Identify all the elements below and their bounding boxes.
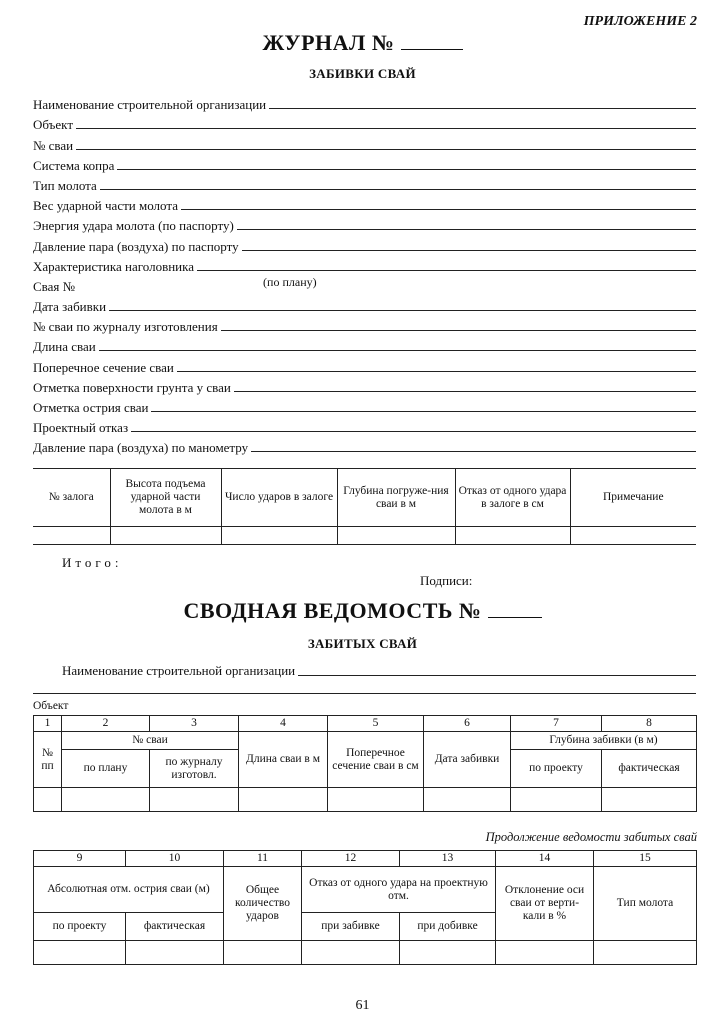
table-cell[interactable] xyxy=(570,527,696,545)
table-cell[interactable] xyxy=(455,527,570,545)
table-cell[interactable] xyxy=(511,788,602,812)
field-pile-plan xyxy=(33,274,696,294)
journal-subtitle: ЗАБИВКИ СВАЙ xyxy=(309,66,416,81)
field-input-line[interactable] xyxy=(237,228,696,230)
col-header-row-num: № пп xyxy=(34,732,62,788)
summary-org-label: Наименование строительной организации xyxy=(62,663,296,678)
col-number: 13 xyxy=(400,851,496,867)
col-number: 15 xyxy=(594,851,697,867)
field-object xyxy=(33,112,696,132)
table-cell[interactable] xyxy=(424,788,511,812)
col-number: 2 xyxy=(62,716,150,732)
field-helmet xyxy=(33,254,696,274)
journal-table-header-row xyxy=(33,469,696,527)
col-header-by-project: по проекту xyxy=(511,750,602,788)
table-cell[interactable] xyxy=(328,788,424,812)
field-manufacture-journal-no xyxy=(33,314,696,334)
col-header-date: Дата забивки xyxy=(424,732,511,788)
field-tip-level xyxy=(33,395,696,415)
col-header-hammer-type: Тип молота xyxy=(594,867,697,941)
summary-subtitle: ЗАБИТЫХ СВАЙ xyxy=(307,636,418,651)
field-label: Объект xyxy=(33,117,73,133)
col-number: 3 xyxy=(150,716,239,732)
field-label: Система копра xyxy=(33,157,115,173)
table-cell[interactable] xyxy=(496,941,594,965)
col-header-deviation: Отклонение оси сваи от верти-кали в % xyxy=(496,867,594,941)
field-label: Давление пара (воздуха) по манометру xyxy=(33,440,249,456)
page-number: 61 xyxy=(355,998,370,1013)
journal-title-text: ЖУРНАЛ № xyxy=(262,30,395,55)
journal-title xyxy=(0,30,725,56)
field-label: Вес ударной части молота xyxy=(33,198,178,214)
table-cell[interactable] xyxy=(110,527,221,545)
field-input-line[interactable] xyxy=(117,168,696,170)
field-input-line[interactable] xyxy=(100,188,696,190)
col-number: 12 xyxy=(302,851,400,867)
field-input-line[interactable] xyxy=(251,450,696,452)
col-header-section: Поперечное сечение сваи в см xyxy=(328,732,424,788)
field-input-line[interactable] xyxy=(221,329,696,331)
table-cell[interactable] xyxy=(221,527,337,545)
total-label: Итого: xyxy=(62,555,123,570)
col-header-refusal: Отказ от одного удара в залоге в см xyxy=(455,469,570,527)
summary-title xyxy=(0,598,725,624)
col-number-row xyxy=(34,851,697,867)
field-steam-pressure-passport xyxy=(33,233,696,253)
table-cell[interactable] xyxy=(150,788,239,812)
field-pile-length xyxy=(33,334,696,354)
appendix-label: ПРИЛОЖЕНИЕ 2 xyxy=(583,14,697,29)
col-number: 14 xyxy=(496,851,594,867)
field-steam-pressure-gauge xyxy=(33,435,696,455)
col-header-actual: фактическая xyxy=(602,750,697,788)
field-org xyxy=(33,92,696,112)
field-label: Свая № xyxy=(33,278,76,294)
col-number: 4 xyxy=(239,716,328,732)
field-input-line[interactable] xyxy=(151,410,696,412)
field-input-line[interactable] xyxy=(109,309,696,311)
field-input-line[interactable] xyxy=(269,107,696,109)
col-number: 7 xyxy=(511,716,602,732)
col-header-ram-height: Высота подъема ударной части молота в м xyxy=(110,469,221,527)
field-label: Длина сваи xyxy=(33,339,96,355)
col-header-notes: Примечание xyxy=(570,469,696,527)
field-pile-no xyxy=(33,132,696,152)
field-cross-section xyxy=(33,354,696,374)
col-number: 9 xyxy=(34,851,126,867)
table-row xyxy=(34,941,697,965)
field-input-line[interactable] xyxy=(181,208,696,210)
table-cell[interactable] xyxy=(34,941,126,965)
field-label: Давление пара (воздуха) по паспорту xyxy=(33,238,239,254)
continuation-table xyxy=(33,850,697,965)
table-row xyxy=(33,527,696,545)
field-driving-date xyxy=(33,294,696,314)
table-cell[interactable] xyxy=(337,527,455,545)
col-header-by-journal: по журналу изготовл. xyxy=(150,750,239,788)
col-header-by-plan: по плану xyxy=(62,750,150,788)
field-label: Энергия удара молота (по паспорту) xyxy=(33,218,234,234)
summary-blank-line[interactable] xyxy=(33,693,696,694)
summary-object-label: Объект xyxy=(33,700,69,712)
continuation-header-row-1 xyxy=(34,867,697,913)
table-cell[interactable] xyxy=(594,941,697,965)
signatures-label: Подписи: xyxy=(420,573,473,588)
col-number: 11 xyxy=(224,851,302,867)
col-header-depth: Глубина забивки (в м) xyxy=(511,732,697,750)
col-header-pass-no: № залога xyxy=(33,469,110,527)
summary-title-text: СВОДНАЯ ВЕДОМОСТЬ № xyxy=(183,598,482,623)
table-cell[interactable] xyxy=(33,527,110,545)
pile-plan-note: (по плану) xyxy=(263,274,317,289)
table-cell[interactable] xyxy=(239,788,328,812)
table-cell[interactable] xyxy=(126,941,224,965)
field-label: Наименование строительной организации xyxy=(33,97,267,113)
table-row xyxy=(34,788,697,812)
field-input-line[interactable] xyxy=(131,430,696,432)
summary-org-line[interactable] xyxy=(298,675,696,676)
field-label: Характеристика наголовника xyxy=(33,258,195,274)
table-cell[interactable] xyxy=(224,941,302,965)
field-ground-level xyxy=(33,375,696,395)
summary-header-row-1 xyxy=(34,732,697,750)
table-cell[interactable] xyxy=(302,941,400,965)
field-label: № сваи по журналу изготовления xyxy=(33,319,218,335)
col-header-length: Длина сваи в м xyxy=(239,732,328,788)
field-input-line[interactable] xyxy=(177,370,696,372)
field-input-line[interactable] xyxy=(234,390,696,392)
field-ram-weight xyxy=(33,193,696,213)
col-number: 6 xyxy=(424,716,511,732)
field-design-refusal xyxy=(33,415,696,435)
field-blow-energy xyxy=(33,213,696,233)
col-number: 5 xyxy=(328,716,424,732)
field-label: Тип молота xyxy=(33,177,97,193)
field-input-line[interactable] xyxy=(197,269,696,271)
col-header-actual: фактическая xyxy=(126,913,224,941)
col-header-total-blows: Общее количество ударов xyxy=(224,867,302,941)
col-header-refusal: Отказ от одного удара на проектную отм. xyxy=(302,867,496,913)
field-input-line[interactable] xyxy=(76,148,696,150)
field-input-line[interactable] xyxy=(76,127,696,129)
col-header-by-project: по проекту xyxy=(34,913,126,941)
col-number-row xyxy=(34,716,697,732)
table-cell[interactable] xyxy=(602,788,697,812)
col-number: 10 xyxy=(126,851,224,867)
field-pile-driver xyxy=(33,153,696,173)
journal-number-blank[interactable] xyxy=(401,48,463,50)
field-label: Поперечное сечение сваи xyxy=(33,359,174,375)
summary-table xyxy=(33,715,697,812)
field-hammer-type xyxy=(33,173,696,193)
field-input-line[interactable] xyxy=(99,349,696,351)
table-cell[interactable] xyxy=(400,941,496,965)
field-label: Дата забивки xyxy=(33,299,107,315)
journal-table xyxy=(33,468,696,545)
field-label: № сваи xyxy=(33,137,74,153)
table-cell[interactable] xyxy=(34,788,62,812)
col-header-at-driving: при забивке xyxy=(302,913,400,941)
table-cell[interactable] xyxy=(62,788,150,812)
field-label: Отметка острия сваи xyxy=(33,400,149,415)
continuation-label: Продолжение ведомости забитых свай xyxy=(485,830,697,844)
col-number: 1 xyxy=(34,716,62,732)
field-input-line[interactable] xyxy=(78,274,696,291)
col-header-blow-count: Число ударов в залоге xyxy=(221,469,337,527)
summary-number-blank[interactable] xyxy=(488,616,542,618)
field-label: Отметка поверхности грунта у сваи xyxy=(33,379,231,395)
field-label: Проектный отказ xyxy=(33,420,129,436)
col-header-pile-no: № сваи xyxy=(62,732,239,750)
col-header-at-redriving: при добивке xyxy=(400,913,496,941)
summary-org-field xyxy=(62,663,696,679)
col-header-penetration: Глубина погруже-ния сваи в м xyxy=(337,469,455,527)
col-header-abs-mark: Абсолютная отм. острия сваи (м) xyxy=(34,867,224,913)
field-input-line[interactable] xyxy=(242,249,696,251)
col-number: 8 xyxy=(602,716,697,732)
journal-fields xyxy=(33,92,696,455)
